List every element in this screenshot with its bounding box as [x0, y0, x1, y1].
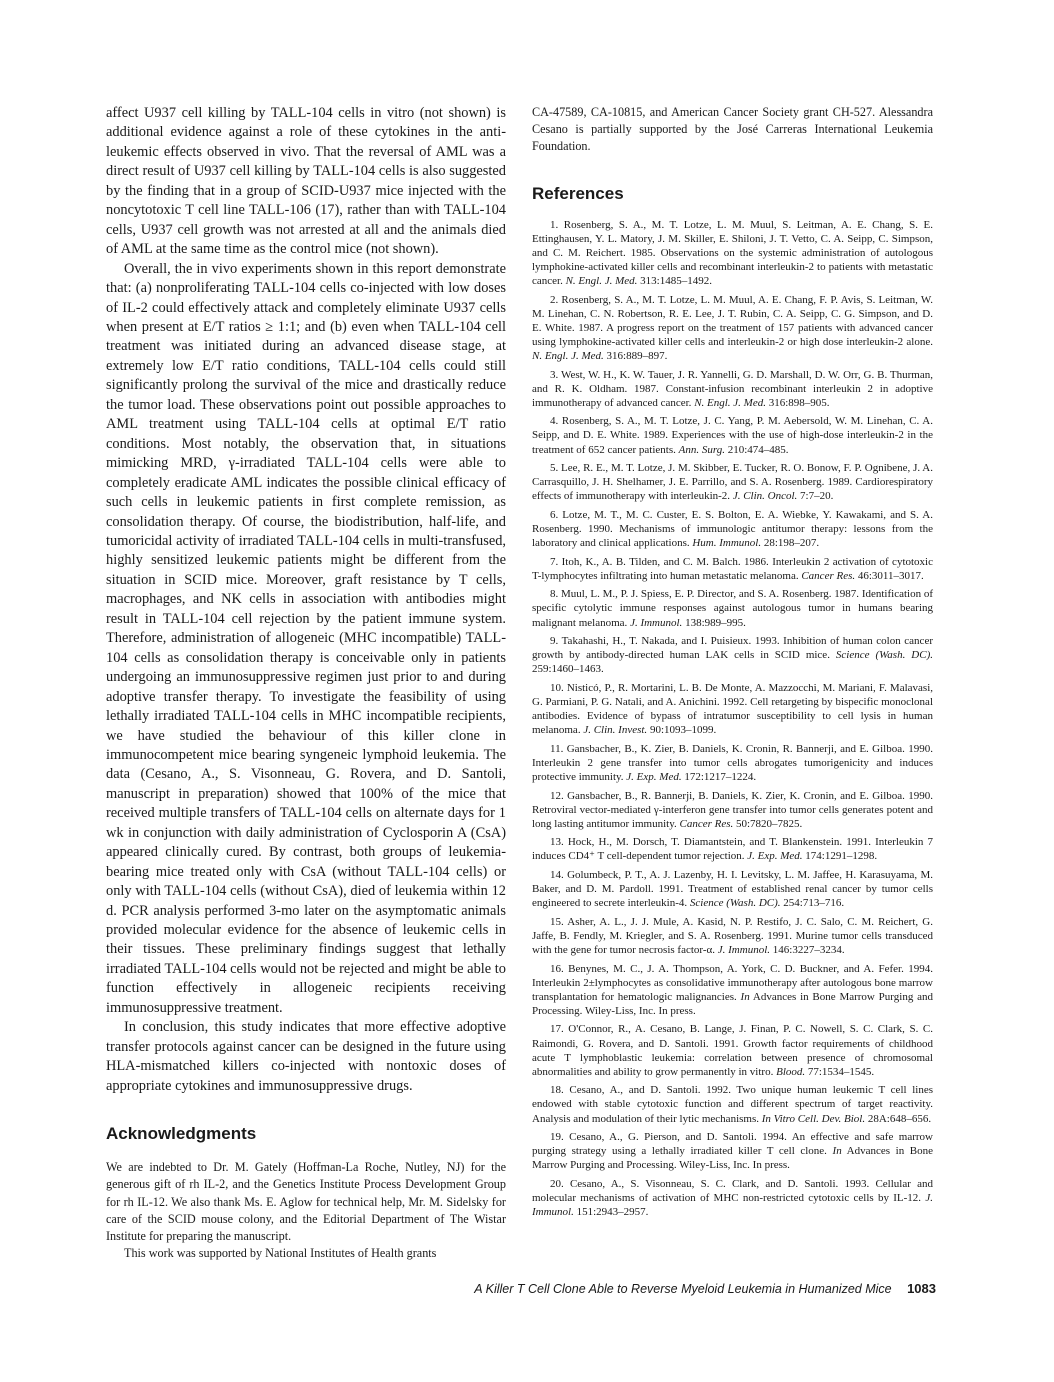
reference-item: 19. Cesano, A., G. Pierson, and D. Santoli. 1994. An effective and safe marrow purging strategy using a lethally irradiated killer T cell clone. In Advances in Bone Marrow Purging and Processing. Wiley-Liss, Inc. In press.	[532, 1131, 933, 1172]
reference-item: 18. Cesano, A., and D. Santoli. 1992. Two unique human leukemic T cell lines endowed with stable cytotoxic function and different spectrum of target reactivity. Analysis and modulation of their lytic mechanisms. In Vitro Cell. Dev. Biol. 28A:648–656.	[532, 1084, 933, 1125]
reference-item: 4. Rosenberg, S. A., M. T. Lotze, J. C. Yang, P. M. Aebersold, W. M. Linehan, C. A. Seipp, and D. E. White. 1989. Experiences with the use of high-dose interleukin-2 in the treatment of 652 cancer patients. Ann. Surg. 210:474–485.	[532, 415, 933, 456]
reference-item: 14. Golumbeck, P. T., A. J. Lazenby, H. I. Levitsky, L. M. Jaffee, H. Karasuyama, M. Baker, and D. M. Pardoll. 1991. Treatment of established renal cancer by tumor cells engineered to secrete interleukin-4. Science (Wash. DC). 254:713–716.	[532, 869, 933, 910]
reference-item: 7. Itoh, K., A. B. Tilden, and C. M. Balch. 1986. Interleukin 2 activation of cytotoxic T-lymphocytes infiltrating into human metastatic melanoma. Cancer Res. 46:3011–3017.	[532, 555, 933, 582]
reference-item: 3. West, W. H., K. W. Tauer, J. R. Yannelli, G. D. Marshall, D. W. Orr, G. B. Thurman, and R. K. Oldham. 1987. Constant-infusion recombinant interleukin 2 in adoptive immunotherapy of advanced cancer. N. Engl. J. Med. 316:898–905.	[532, 368, 933, 409]
acknowledgments-heading: Acknowledgments	[106, 1124, 257, 1144]
reference-item: 11. Gansbacher, B., K. Zier, B. Daniels, K. Cronin, R. Bannerji, and E. Gilboa. 1990. Interleukin 2 gene transfer into tumor cells abrogates tumorigenicity and induces protective immunity. J. Exp. Med. 172:1217–1224.	[532, 742, 933, 783]
reference-item: 8. Muul, L. M., P. J. Spiess, E. P. Director, and S. A. Rosenberg. 1987. Identification of specific cytolytic immune responses against autologous tumor in humans bearing malignant melanoma. J. Immunol. 138:989–995.	[532, 588, 933, 629]
reference-item: 2. Rosenberg, S. A., M. T. Lotze, L. M. Muul, A. E. Chang, F. P. Avis, S. Leitman, W. M. Linehan, C. N. Robertson, R. E. Lee, J. T. Rubin, C. A. Seipp, C. G. Simpson, and D. E. White. 1987. A progress report on the treatment of 157 patients with advanced cancer using lymphokine-activated killer cells and interleukin-2 or high dose interleukin-2 alone. N. Engl. J. Med. 316:889–897.	[532, 293, 933, 362]
reference-item: 5. Lee, R. E., M. T. Lotze, J. M. Skibber, E. Tucker, R. O. Bonow, F. P. Ognibene, J. A. Carrasquillo, J. H. Shelhamer, J. E. Parrillo, and S. A. Rosenberg. 1989. Cardiorespiratory effects of immunotherapy with interleukin-2. J. Clin. Oncol. 7:7–20.	[532, 462, 933, 503]
reference-item: 13. Hock, H., M. Dorsch, T. Diamantstein, and T. Blankenstein. 1991. Interleukin 7 induces CD4⁺ T cell-dependent tumor rejection. J. Exp. Med. 174:1291–1298.	[532, 836, 933, 863]
page-number: 1083	[907, 1281, 936, 1296]
reference-item: 16. Benynes, M. C., J. A. Thompson, A. York, C. D. Buckner, and A. Fefer. 1994. Interleukin 2±lymphocytes as consolidative immunotherapy after autologous bone marrow transplantation for hematologic malignancies. In Advances in Bone Marrow Purging and Processing. Wiley-Liss, Inc. In press.	[532, 962, 933, 1017]
reference-item: 15. Asher, A. L., J. J. Mule, A. Kasid, N. P. Restifo, J. C. Salo, C. M. Reichert, G. Jaffe, B. Fendly, M. Kriegler, and S. A. Rosenberg. 1991. Murine tumor cells transduced with the gene for tumor necrosis factor-α. J. Immunol. 146:3227–3234.	[532, 915, 933, 957]
reference-list	[532, 218, 933, 1220]
acknowledgments-paragraph: We are indebted to Dr. M. Gately (Hoffman-La Roche, Nutley, NJ) for the generous gift of rh IL-2, and the Genetics Institute Process Development Group for rh IL-12. We also thank Ms. E. Aglow for technical help, Mr. M. Sidelsky for care of the SCID mouse colony, and the Editorial Department of The Wistar Institute for preparing the manuscript.	[106, 1160, 506, 1243]
reference-item: 6. Lotze, M. T., M. C. Custer, E. S. Bolton, E. A. Wiebke, Y. Kawakami, and S. A. Rosenberg. 1990. Mechanisms of immunologic antitumor therapy: lessons from the laboratory and clinical applications. Hum. Immunol. 28:198–207.	[532, 508, 933, 550]
acknowledgments-continued: CA-47589, CA-10815, and American Cancer Society grant CH-527. Alessandra Cesano is partially supported by the José Carreras International Leukemia Foundation.	[532, 105, 933, 154]
reference-item: 12. Gansbacher, B., R. Bannerji, B. Daniels, K. Zier, K. Cronin, and E. Gilboa. 1990. Retroviral vector-mediated γ-interferon gene transfer into tumor cells generates potent and long lasting antitumor immunity. Cancer Res. 50:7820–7825.	[532, 789, 933, 830]
body-paragraph: Overall, the in vivo experiments shown in this report demonstrate that: (a) nonproliferating TALL-104 cells co-injected with low doses of IL-2 could effectively attack and completely eliminate U937 cells when present at E/T ratios ≥ 1:1; and (b) even when TALL-104 cell treatment was initiated during an advanced disease stage, at extremely low E/T ratio conditions, TALL-104 cells could still significantly prolong the survival of the mice and drastically reduce the tumor load. These observations point out possible approaches to AML treatment using TALL-104 cells at optimal E/T ratio conditions. Most notably, the observation that, in situations mimicking MRD, γ-irradiated TALL-104 cells were able to completely eradicate AML indicates the possible clinical efficacy of such cells in leukemic patients in first complete remission, as consolidation therapy. Of course, the biodistribution, half-life, and tumoricidal activity of irradiated TALL-104 cells in multi-transfused, highly sensitized leukemic patients might be different from the situation in SCID mice. Moreover, graft resistance by T cells, macrophages, and NK cells in association with antibodies might result in TALL-104 cell rejection by the patient immune system. Therefore, administration of allogeneic (MHC incompatible) TALL-104 cells as consolidation therapy is conceivable only in patients undergoing an immunosuppressive regimen just prior to and during adoptive transfer therapy. To investigate the feasibility of using lethally irradiated TALL-104 cells in MHC incompatible recipients, we have studied the behaviour of this killer clone in immunocompetent mice bearing syngeneic lymphoid leukemia. The data (Cesano, A., S. Visonneau, G. Rovera, and D. Santoli, manuscript in preparation) showed that 100% of the mice that received multiple transfers of TALL-104 cells on alternate days for 1 wk in conjunction with daily administration of Cyclosporin A (CsA) appeared clinically cured. By contrast, both groups of leukemia-bearing mice treated only with CsA (without TALL-104 cells) or only with TALL-104 cells (without CsA), died of leukemia within 12 d. PCR analysis performed 3-mo later on the asymptomatic animals provided molecular evidence for the absence of leukemic cells in their tissues. These preliminary findings suggest that lethally irradiated TALL-104 cells would not be rejected and might be able to function effectively in allogeneic recipients receiving immunosuppressive treatment.	[106, 260, 506, 1016]
reference-item: 20. Cesano, A., S. Visonneau, S. C. Clark, and D. Santoli. 1993. Cellular and molecular mechanisms of activation of MHC non-restricted cytotoxic cells by IL-12. J. Immunol. 151:2943–2957.	[532, 1177, 933, 1219]
reference-item: 1. Rosenberg, S. A., M. T. Lotze, L. M. Muul, S. Leitman, A. E. Chang, S. E. Ettinghausen, Y. L. Matory, J. M. Skiller, E. Shiloni, J. T. Vetto, C. A. Seipp, C. Simpson, and C. M. Reichert. 1985. Observations on the systemic administration of autologous lymphokine-activated killer cells and recombinant interleukin-2 to patients with metastatic cancer. N. Engl. J. Med. 313:1485–1492.	[532, 218, 933, 287]
reference-item: 9. Takahashi, H., T. Nakada, and I. Puisieux. 1993. Inhibition of human colon cancer growth by antibody-directed human LAK cells in SCID mice. Science (Wash. DC). 259:1460–1463.	[532, 635, 933, 676]
body-paragraph: affect U937 cell killing by TALL-104 cells in vitro (not shown) is additional evidence against a role of these cytokines in the anti-leukemic effects observed in vivo. That the reversal of AML was a direct result of U937 cell killing by TALL-104 cells is also suggested by the finding that in a group of SCID-U937 mice injected with the noncytotoxic T cell line TALL-106 (17), rather than with TALL-104 cells, U937 cell growth was not arrested at all and the animals died of AML at the same time as the control mice (not shown).	[106, 105, 506, 258]
body-paragraph: In conclusion, this study indicates that more effective adoptive transfer protocols against cancer can be designed in the future using HLA-mismatched killers co-injected with nontoxic doses of appropriate cytokines and immunosuppressive drugs.	[106, 1019, 506, 1094]
reference-item: 17. O'Connor, R., A. Cesano, B. Lange, J. Finan, P. C. Nowell, S. C. Clark, S. C. Raimondi, G. Rovera, and D. Santoli. 1991. Growth factor requirements of childhood acute T lymphoblastic leukemia: correlation between presence of chromosomal abnormalities and ability to grow permanently in vitro. Blood. 77:1534–1545.	[532, 1023, 933, 1078]
references-heading: References	[532, 183, 624, 203]
running-title: A Killer T Cell Clone Able to Reverse Myeloid Leukemia in Humanized Mice	[474, 1282, 892, 1296]
reference-item: 10. Nisticó, P., R. Mortarini, L. B. De Monte, A. Mazzocchi, M. Mariani, F. Malavasi, G. Parmiani, P. G. Natali, and A. Anichini. 1992. Cell retargeting by bispecific monoclonal antibodies. Evidence of bypass of intratumor susceptibility to cell lysis in human melanoma. J. Clin. Invest. 90:1093–1099.	[532, 681, 933, 737]
right-column	[532, 104, 933, 1224]
acknowledgments-paragraph: This work was supported by National Institutes of Health grants	[124, 1246, 437, 1261]
left-column	[106, 104, 506, 1262]
page-footer	[474, 1281, 936, 1296]
